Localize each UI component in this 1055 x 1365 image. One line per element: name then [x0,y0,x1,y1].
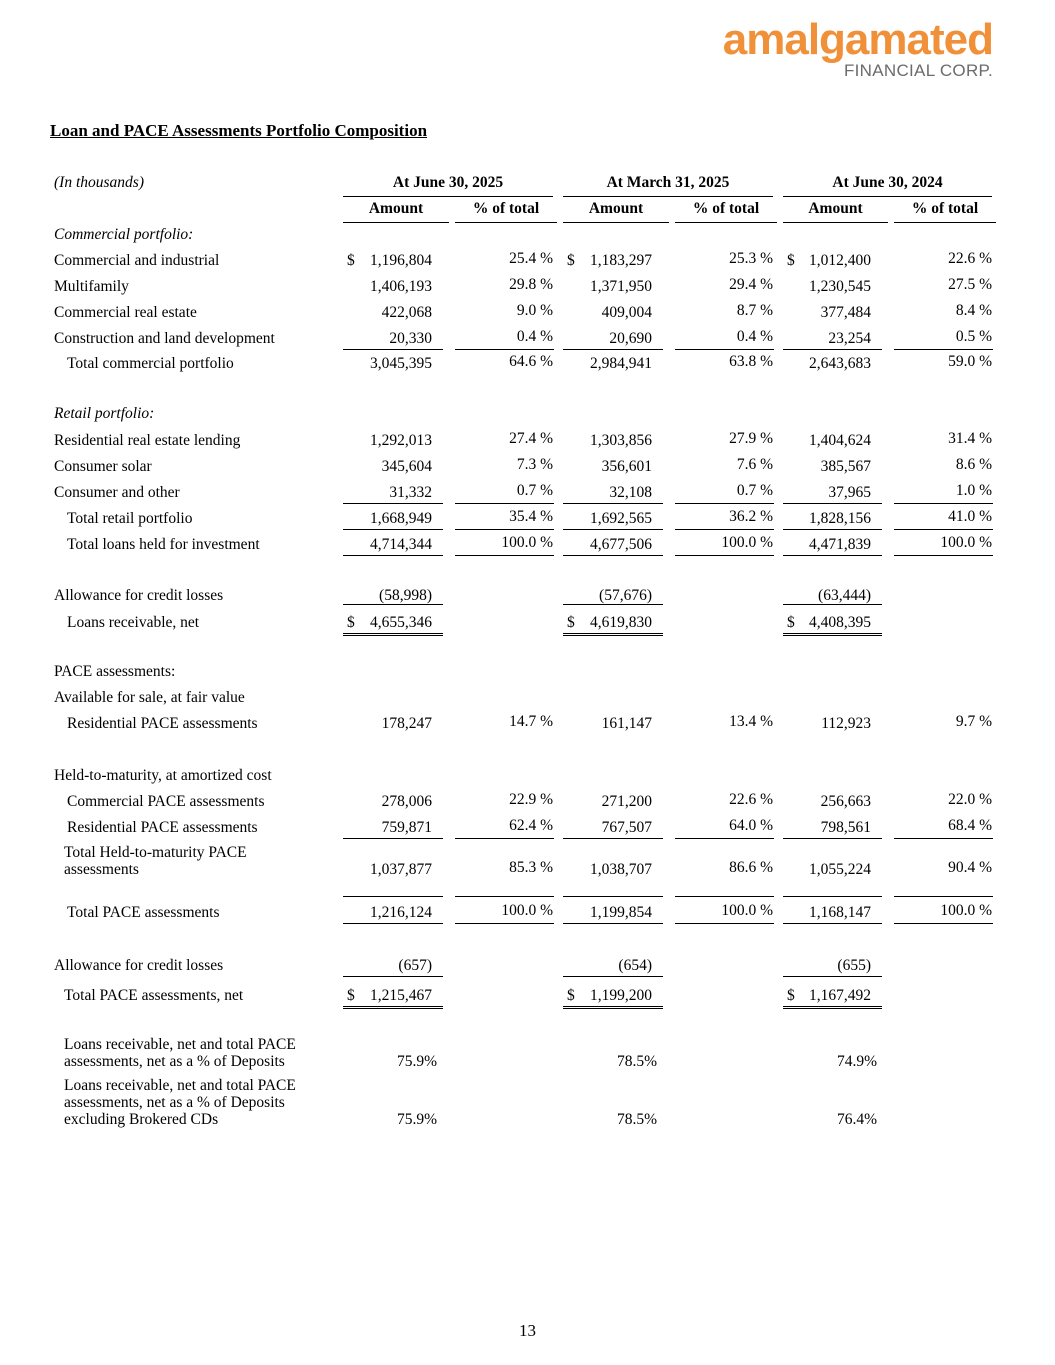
ratio-cell: 76.4% [836,1111,877,1128]
period-header: At June 30, 2025 [343,174,553,197]
rule [343,923,443,924]
pct-cell: 63.8 % [729,353,773,370]
amount-cell: 1,668,949 [370,510,432,527]
pct-cell: 27.9 % [729,430,773,447]
pct-cell: 1.0 % [955,482,992,499]
pct-cell: 100.0 % [721,534,773,551]
rule [783,529,882,530]
pct-header: % of total [894,200,996,223]
pct-cell: 22.0 % [948,791,992,808]
row-label: Commercial PACE assessments [67,793,265,810]
section-label: Commercial portfolio: [54,226,194,243]
dollar-sign: $ [347,614,355,631]
pct-cell: 8.7 % [736,302,773,319]
rule [675,529,774,530]
row-label: Commercial and industrial [54,252,220,269]
ratio-cell: 78.5% [616,1111,657,1128]
pct-cell: 22.6 % [948,250,992,267]
row-label: Consumer and other [54,484,180,501]
amount-cell: (63,444) [818,587,871,604]
rule [563,896,663,897]
row-label: Total retail portfolio [67,510,193,527]
dollar-sign: $ [567,614,575,631]
amount-cell: 1,828,156 [809,510,871,527]
pct-cell: 7.6 % [736,456,773,473]
rule [343,604,443,605]
section-label: Held-to-maturity, at amortized cost [54,767,272,784]
rule [675,923,774,924]
rule [783,923,882,924]
rule [563,976,663,977]
amount-cell: 385,567 [820,458,871,475]
rule [563,604,663,605]
pct-cell: 0.7 % [736,482,773,499]
rule [563,529,663,530]
row-label: Multifamily [54,278,129,295]
double-rule [343,1006,443,1009]
rule [563,838,663,839]
pct-cell: 100.0 % [721,902,773,919]
rule [894,529,993,530]
amount-cell: 23,254 [828,330,871,347]
pct-cell: 9.7 % [955,713,992,730]
pct-header: % of total [675,200,777,223]
page-title: Loan and PACE Assessments Portfolio Composition [50,121,428,140]
rule [894,555,993,556]
rule [455,555,554,556]
rule [894,896,993,897]
row-label: Construction and land development [54,330,275,347]
amount-cell: 1,199,200 [590,987,652,1004]
pct-cell: 7.3 % [516,456,553,473]
pct-cell: 85.3 % [509,859,553,876]
row-label: assessments [64,861,139,878]
pct-cell: 22.9 % [509,791,553,808]
pct-cell: 27.5 % [948,276,992,293]
dollar-sign: $ [787,614,795,631]
rule [343,503,443,504]
amount-cell: 20,690 [609,330,652,347]
ratio-cell: 74.9% [836,1053,877,1070]
dollar-sign: $ [787,252,795,269]
row-label: Total Held-to-maturity PACE [64,844,247,861]
amount-cell: 32,108 [609,484,652,501]
amount-cell: 1,692,565 [590,510,652,527]
pct-cell: 100.0 % [940,534,992,551]
pct-cell: 14.7 % [509,713,553,730]
dollar-sign: $ [347,252,355,269]
pct-cell: 68.4 % [948,817,992,834]
rule [783,896,882,897]
amount-cell: 1,216,124 [370,904,432,921]
pct-cell: 64.0 % [729,817,773,834]
dollar-sign: $ [567,252,575,269]
amount-cell: 161,147 [601,715,652,732]
amount-cell: 1,230,545 [809,278,871,295]
pct-cell: 25.3 % [729,250,773,267]
ratio-cell: 78.5% [616,1053,657,1070]
pct-cell: 64.6 % [509,353,553,370]
rule [455,896,554,897]
rule [783,976,882,977]
company-logo [722,15,993,80]
amount-cell: 37,965 [828,484,871,501]
rule [783,838,882,839]
amount-cell: 1,196,804 [370,252,432,269]
pct-cell: 27.4 % [509,430,553,447]
rule [894,349,993,350]
amount-cell: 4,714,344 [370,536,432,553]
amount-cell: 1,038,707 [590,861,652,878]
amount-cell: 112,923 [821,715,871,732]
rule [455,923,554,924]
rule [675,349,774,350]
row-label: Residential PACE assessments [67,715,258,732]
pct-cell: 0.5 % [955,328,992,345]
row-label: Commercial real estate [54,304,197,321]
amount-cell: 1,167,492 [809,987,871,1004]
amount-header: Amount [783,200,888,223]
amount-cell: 1,292,013 [370,432,432,449]
row-label: Loans receivable, net and total PACE [64,1077,296,1094]
amount-cell: (654) [618,957,652,974]
row-label: Total loans held for investment [67,536,260,553]
amount-cell: 409,004 [601,304,652,321]
section-label: Available for sale, at fair value [54,689,245,706]
pct-cell: 35.4 % [509,508,553,525]
pct-cell: 36.2 % [729,508,773,525]
amount-cell: 1,404,624 [809,432,871,449]
amount-cell: 4,619,830 [590,614,652,631]
amount-cell: 178,247 [381,715,432,732]
amount-cell: (57,676) [599,587,652,604]
pct-cell: 31.4 % [948,430,992,447]
rule [343,976,443,977]
pct-header: % of total [455,200,557,223]
page-number: 13 [519,1321,536,1340]
units-label: (In thousands) [54,174,144,191]
amount-cell: 377,484 [820,304,871,321]
pct-cell: 0.4 % [516,328,553,345]
double-rule [563,633,663,636]
amount-cell: 256,663 [820,793,871,810]
rule [783,349,882,350]
row-label: excluding Brokered CDs [64,1111,219,1128]
pct-cell: 59.0 % [948,353,992,370]
rule [675,896,774,897]
amount-cell: (58,998) [379,587,432,604]
rule [455,838,554,839]
amount-cell: 345,604 [381,458,432,475]
rule [563,503,663,504]
pct-cell: 8.4 % [955,302,992,319]
pct-cell: 25.4 % [509,250,553,267]
double-rule [783,1006,882,1009]
dollar-sign: $ [347,987,355,1004]
rule [343,349,443,350]
rule [343,555,443,556]
logo-subtitle: FINANCIAL CORP. [843,61,993,80]
amount-cell: 1,055,224 [809,861,871,878]
amount-cell: (657) [398,957,432,974]
section-label: PACE assessments: [54,663,176,680]
row-label: Residential PACE assessments [67,819,258,836]
rule [783,503,882,504]
amount-cell: 1,371,950 [590,278,652,295]
amount-cell: 4,471,839 [809,536,871,553]
amount-cell: 1,406,193 [370,278,432,295]
row-label: Residential real estate lending [54,432,241,449]
pct-cell: 8.6 % [955,456,992,473]
pct-cell: 9.0 % [516,302,553,319]
rule [455,349,554,350]
row-label: Total PACE assessments [67,904,220,921]
amount-header: Amount [563,200,669,223]
amount-cell: 1,215,467 [370,987,432,1004]
rule [343,529,443,530]
amount-cell: 1,037,877 [370,861,432,878]
rule [563,923,663,924]
pct-cell: 41.0 % [948,508,992,525]
amount-cell: 1,199,854 [590,904,652,921]
row-label: Loans receivable, net and total PACE [64,1036,296,1053]
amount-header: Amount [343,200,449,223]
rule [675,838,774,839]
rule [894,923,993,924]
amount-cell: 31,332 [389,484,432,501]
ratio-cell: 75.9% [396,1053,437,1070]
pct-cell: 0.7 % [516,482,553,499]
pct-cell: 100.0 % [501,902,553,919]
row-label: assessments, net as a % of Deposits [64,1094,285,1111]
rule [563,349,663,350]
rule [783,555,882,556]
amount-cell: 2,643,683 [809,355,871,372]
rule [894,503,993,504]
period-header: At June 30, 2024 [783,174,992,197]
row-label: assessments, net as a % of Deposits [64,1053,285,1070]
row-label: Total commercial portfolio [67,355,234,372]
logo-wordmark: amalgamated [722,15,993,64]
row-label: Consumer solar [54,458,152,475]
pct-cell: 29.8 % [509,276,553,293]
pct-cell: 100.0 % [501,534,553,551]
pct-cell: 22.6 % [729,791,773,808]
amount-cell: 798,561 [820,819,871,836]
double-rule [563,1006,663,1009]
dollar-sign: $ [567,987,575,1004]
pct-cell: 13.4 % [729,713,773,730]
double-rule [783,633,882,636]
amount-cell: 1,303,856 [590,432,652,449]
row-label: Allowance for credit losses [54,587,224,604]
pct-cell: 90.4 % [948,859,992,876]
pct-cell: 29.4 % [729,276,773,293]
amount-cell: 4,655,346 [370,614,432,631]
amount-cell: 3,045,395 [370,355,432,372]
double-rule [343,633,443,636]
amount-cell: 20,330 [389,330,432,347]
rule [455,503,554,504]
amount-cell: 767,507 [601,819,652,836]
amount-cell: 422,068 [381,304,432,321]
pct-cell: 62.4 % [509,817,553,834]
amount-cell: 1,168,147 [809,904,871,921]
rule [894,838,993,839]
rule [455,529,554,530]
rule [675,503,774,504]
row-label: Allowance for credit losses [54,957,224,974]
rule [675,555,774,556]
amount-cell: 4,677,506 [590,536,652,553]
amount-cell: 1,012,400 [809,252,871,269]
row-label: Total PACE assessments, net [64,987,244,1004]
dollar-sign: $ [787,987,795,1004]
rule [343,838,443,839]
amount-cell: 4,408,395 [809,614,871,631]
row-label: Loans receivable, net [67,614,200,631]
pct-cell: 0.4 % [736,328,773,345]
ratio-cell: 75.9% [396,1111,437,1128]
amount-cell: (655) [837,957,871,974]
amount-cell: 2,984,941 [590,355,652,372]
rule [783,604,882,605]
rule [343,896,443,897]
pct-cell: 86.6 % [729,859,773,876]
section-label: Retail portfolio: [54,405,155,422]
rule [563,555,663,556]
amount-cell: 759,871 [381,819,432,836]
amount-cell: 1,183,297 [590,252,652,269]
amount-cell: 271,200 [601,793,652,810]
amount-cell: 356,601 [601,458,652,475]
pct-cell: 100.0 % [940,902,992,919]
period-header: At March 31, 2025 [563,174,773,197]
amount-cell: 278,006 [381,793,432,810]
